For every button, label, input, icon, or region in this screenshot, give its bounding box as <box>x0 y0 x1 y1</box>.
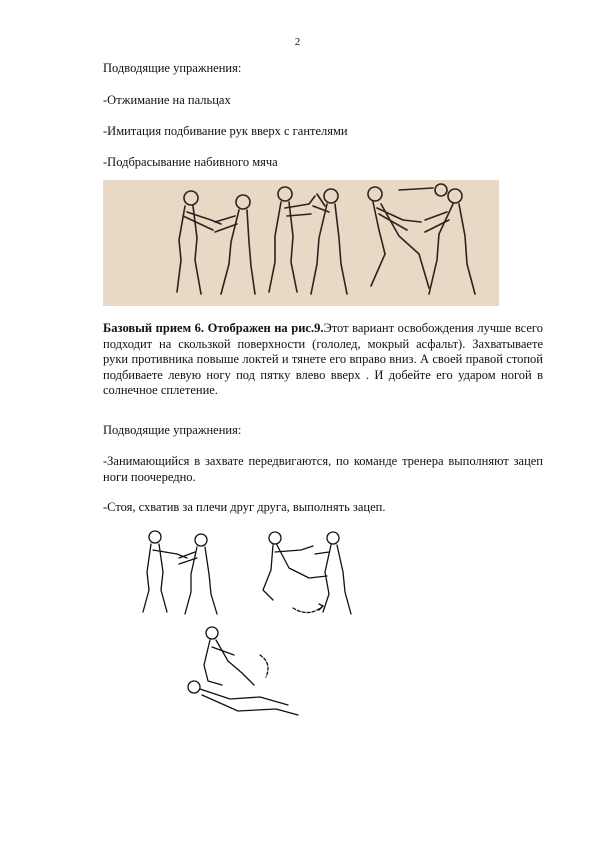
list-item: -Имитация подбивание рук вверх с гантелями <box>103 124 348 138</box>
section2-item-1: -Занимающийся в захвате передвигаются, по команде тренера выполняют зацеп ноги поочередно. <box>103 454 543 484</box>
list-item: -Подбрасывание набивного мяча <box>103 155 278 169</box>
page-number: 2 <box>294 36 301 48</box>
figure-pair-icon <box>133 528 228 618</box>
sweep-throw-icon <box>253 528 365 623</box>
main-paragraph <box>103 321 543 399</box>
figure-3-illustration <box>253 528 365 623</box>
section2-heading: Подводящие упражнения: <box>103 423 242 437</box>
section2-item-2: -Стоя, схватив за плечи друг друга, выполнять зацеп. <box>103 500 386 514</box>
paragraph-bold-lead: Базовый прием 6. Отображен на рис.9. <box>103 321 324 335</box>
figure-4-illustration <box>180 625 310 717</box>
figure-pair-icon <box>103 180 499 306</box>
figure-1-illustration <box>103 180 499 306</box>
paragraph-text: Этот вариант освобождения лучше всего подходит на скользкой поверхности (гололед, мокрый асфальт). Захватываете руки противника повыше локтей и тянете его вправо вниз. А своей правой стопой подбиваете левую ногу под пятку влево вверх . И добейте его ударом ногой в солнечное сплетение. <box>103 321 543 397</box>
figure-2-illustration <box>133 528 228 618</box>
list-item: -Отжимание на пальцах <box>103 93 231 107</box>
section1-heading: Подводящие упражнения: <box>103 61 242 75</box>
takedown-icon <box>180 625 310 717</box>
